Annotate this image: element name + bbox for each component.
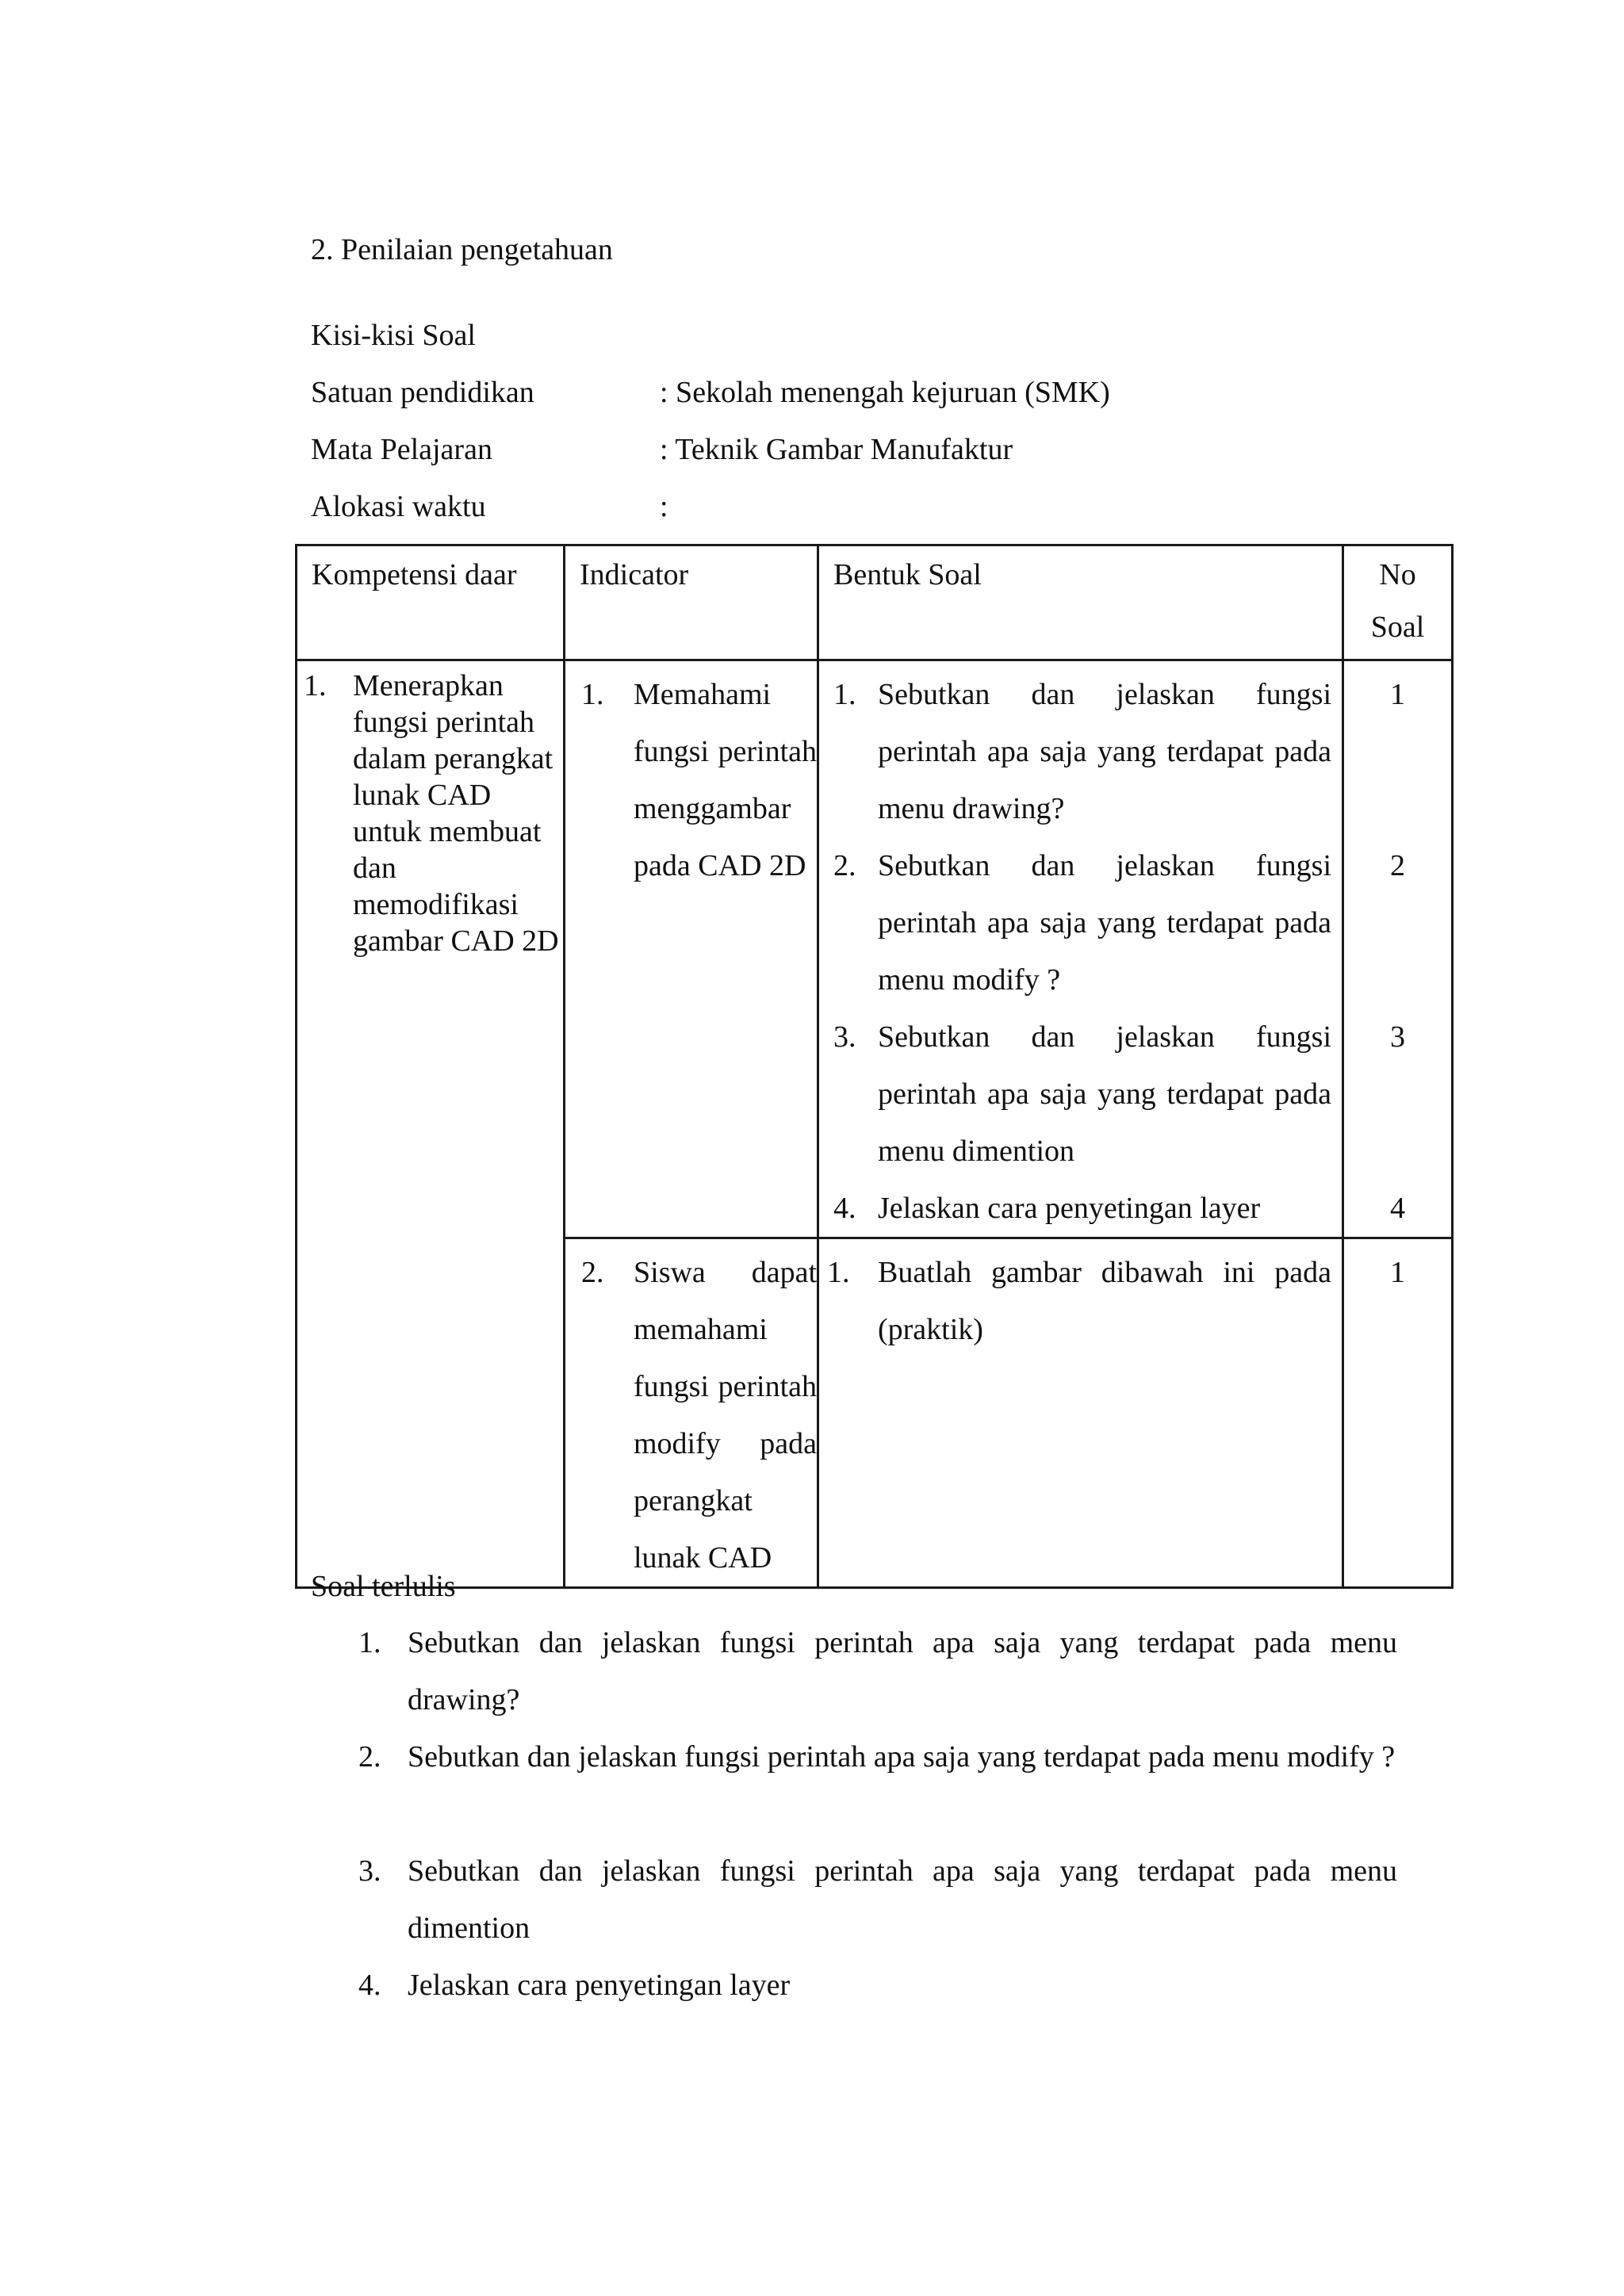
indicator-cell-2 (565, 1238, 818, 1588)
list-item: 3. Sebutkan dan jelaskan fungsi perintah apa saja yang terdapat pada menu dimention (358, 1854, 1397, 1945)
meta-value-satuan: : Sekolah menengah kejuruan (SMK) (660, 376, 1110, 409)
kisi-kisi-table (295, 544, 1454, 1589)
no-soal: 1 (1390, 1256, 1405, 1289)
kompetensi-number: 1. (304, 669, 327, 702)
table-header-row (297, 545, 1453, 660)
header-no-soal: No Soal (1343, 545, 1453, 660)
meta-label-satuan: Satuan pendidikan (311, 376, 534, 409)
no-soal: 4 (1390, 1192, 1405, 1225)
no-soal-cell-2 (1343, 1238, 1453, 1588)
no-soal: 2 (1390, 849, 1405, 882)
list-item: 2. Sebutkan dan jelaskan fungsi perintah apa saja yang terdapat pada menu modify ? (358, 1740, 1396, 1774)
list-item: 2. Sebutkan dan jelaskan fungsi perintah apa saja yang terdapat pada menu modify ? (833, 849, 1331, 997)
indicator-number: 2. (581, 1256, 604, 1289)
subheading: Kisi-kisi Soal (311, 319, 476, 352)
meta-label-mapel: Mata Pelajaran (311, 433, 492, 466)
table-row (297, 660, 1453, 1238)
kompetensi-cell (297, 660, 565, 1588)
indicator-cell-1 (565, 660, 818, 1238)
no-soal: 3 (1390, 1020, 1405, 1054)
kompetensi-text: Menerapkan fungsi perintah dalam perangkat lunak CAD untuk membuat dan memodifikasi gambar CAD 2D (353, 669, 559, 958)
written-section-title: Soal terlulis (311, 1570, 456, 1603)
indicator-text: Siswa dapat memahami fungsi perintah modify pada perangkat lunak CAD (634, 1256, 817, 1575)
indicator-text: Memahami fungsi perintah menggambar pada CAD 2D (634, 678, 817, 882)
section-heading: 2. Penilaian pengetahuan (311, 233, 613, 266)
header-bentuk-soal: Bentuk Soal (818, 545, 1343, 660)
list-item: 1. Buatlah gambar dibawah ini pada (praktik) (827, 1256, 1331, 1346)
bentuk-soal-cell-1 (818, 660, 1343, 1238)
meta-value-mapel: : Teknik Gambar Manufaktur (660, 433, 1013, 466)
list-item: 4. Jelaskan cara penyetingan layer (358, 1969, 791, 2002)
header-indicator: Indicator (565, 545, 818, 660)
list-item: 1. Sebutkan dan jelaskan fungsi perintah apa saja yang terdapat pada menu drawing? (358, 1626, 1397, 1716)
bentuk-soal-cell-2 (818, 1238, 1343, 1588)
header-kompetensi: Kompetensi daar (297, 545, 565, 660)
no-soal: 1 (1390, 678, 1405, 711)
no-soal-cell-1 (1343, 660, 1453, 1238)
list-item: 3. Sebutkan dan jelaskan fungsi perintah apa saja yang terdapat pada menu dimention (833, 1020, 1331, 1168)
meta-label-alokasi: Alokasi waktu (311, 490, 486, 523)
meta-value-alokasi: : (660, 490, 668, 523)
list-item: 1. Sebutkan dan jelaskan fungsi perintah apa saja yang terdapat pada menu drawing? (833, 678, 1331, 825)
list-item: 4. Jelaskan cara penyetingan layer (833, 1192, 1261, 1225)
indicator-number: 1. (581, 678, 604, 711)
